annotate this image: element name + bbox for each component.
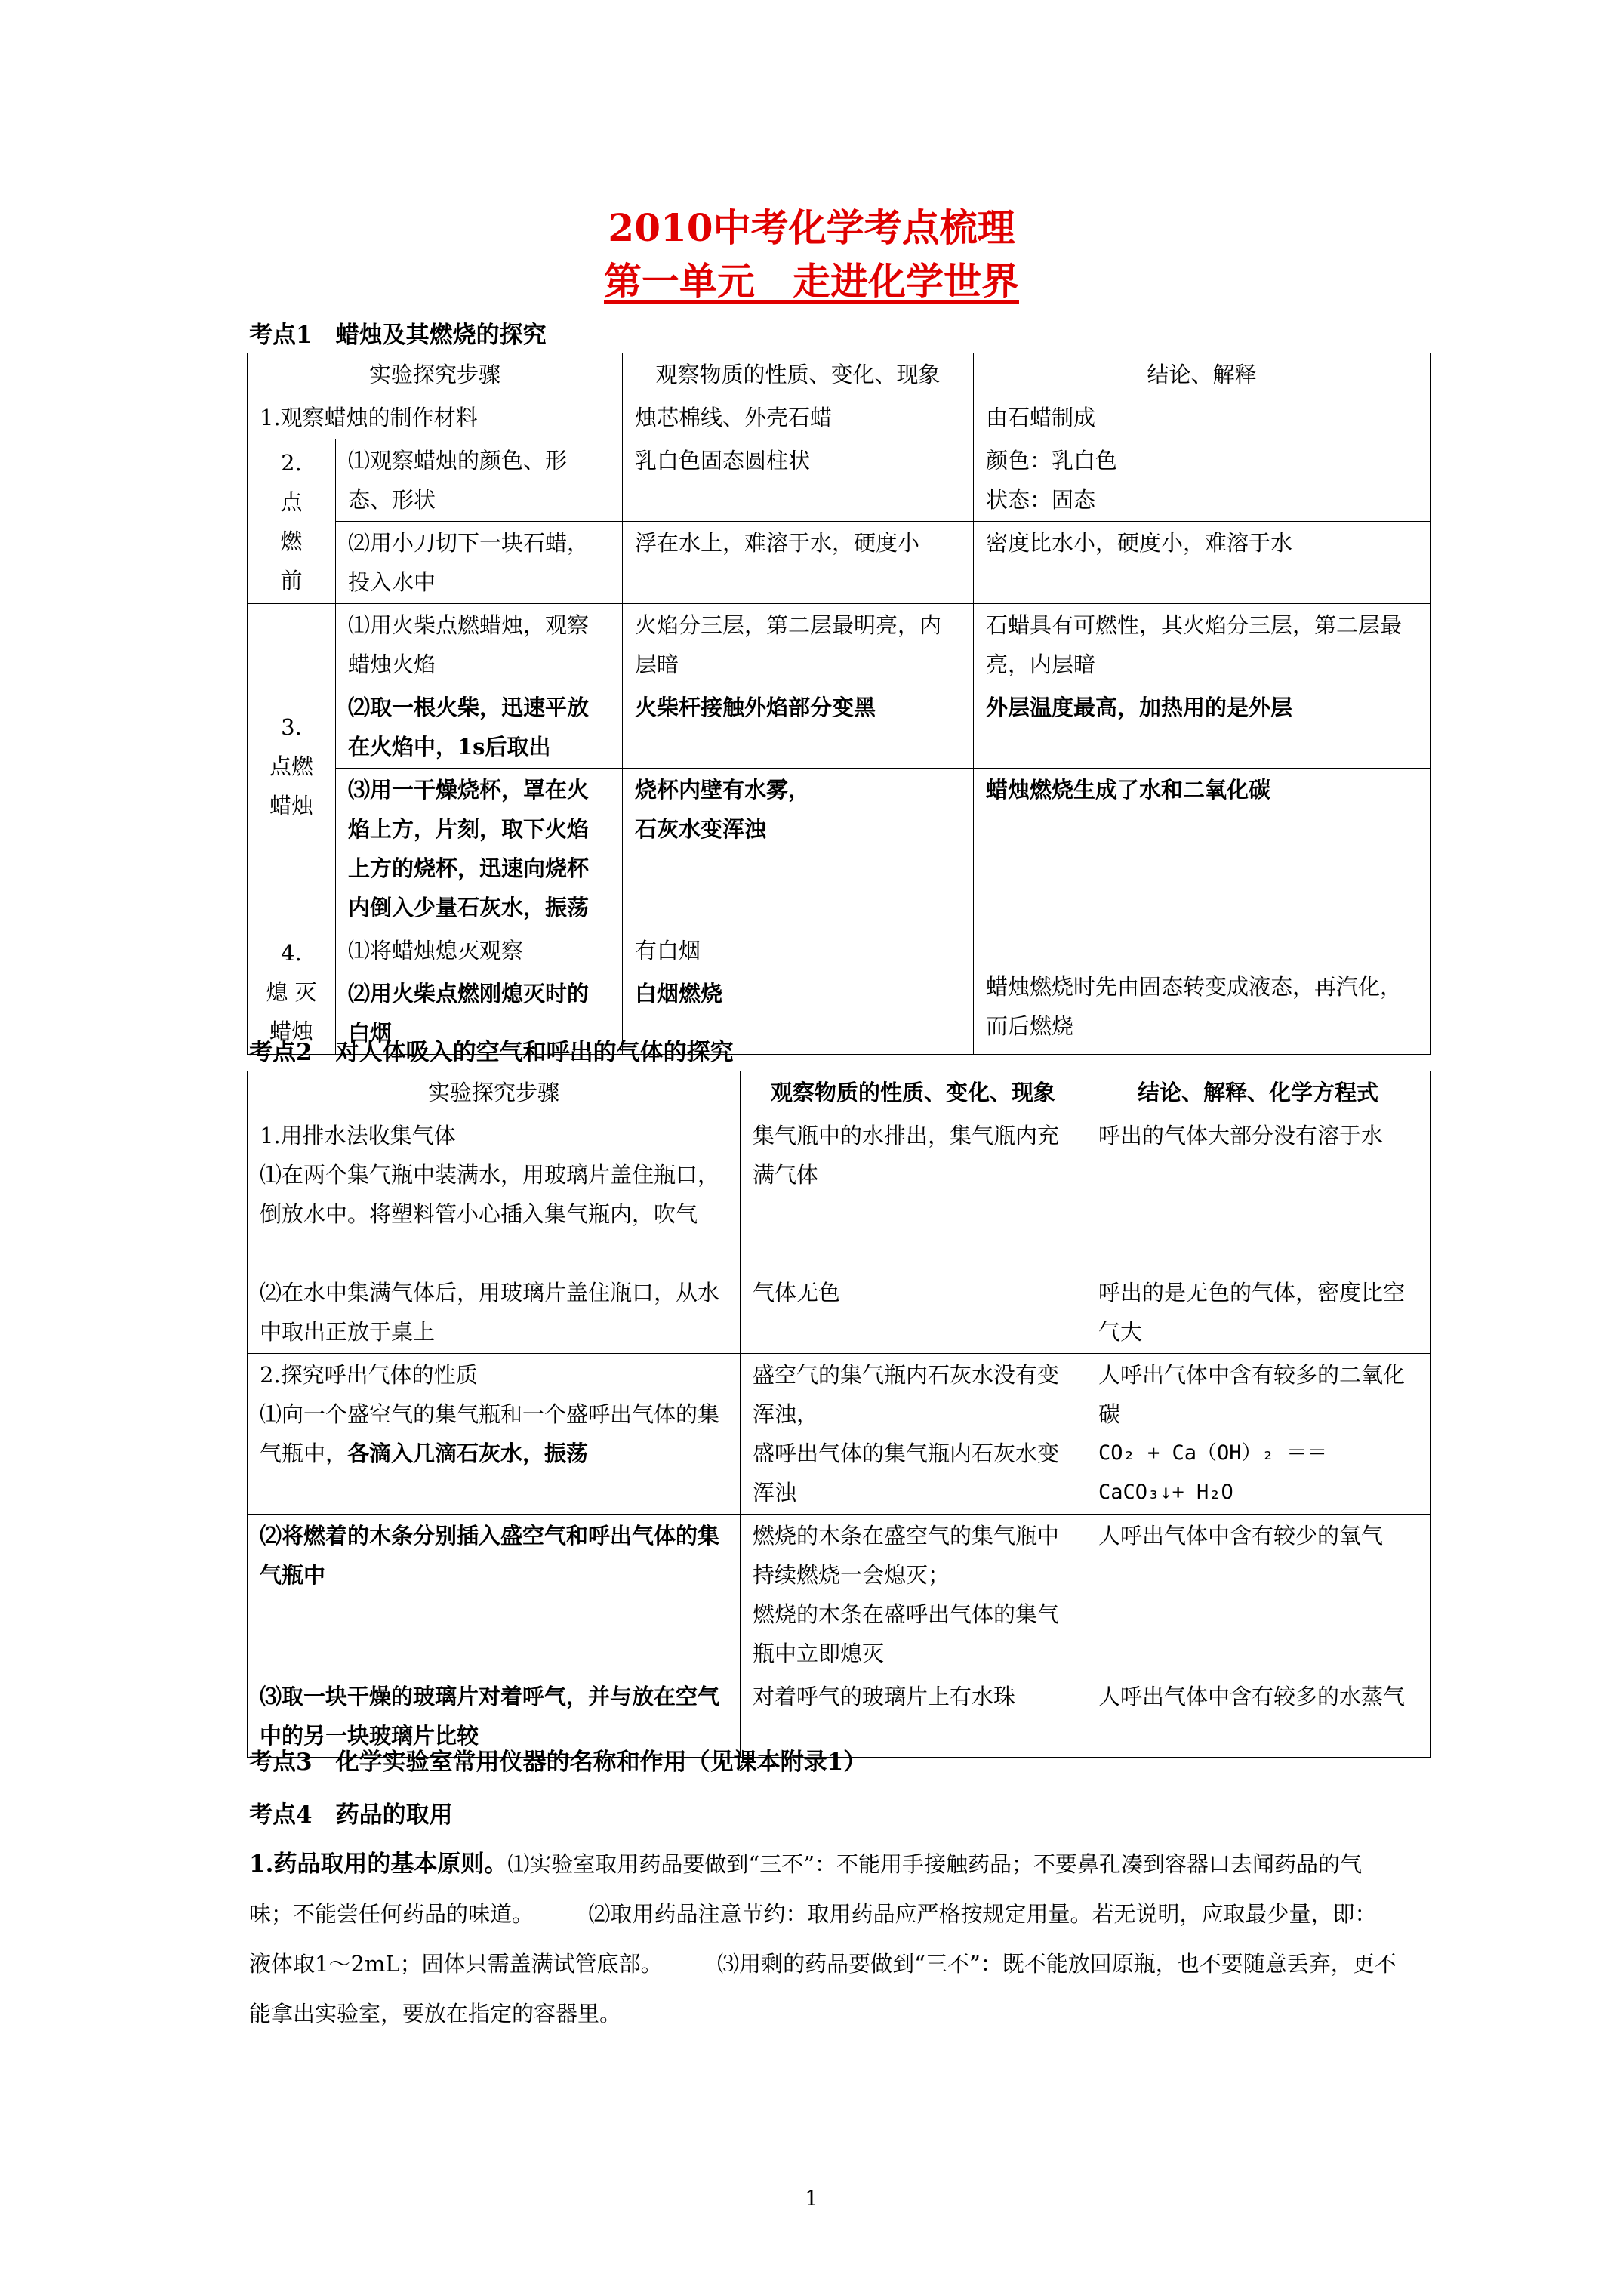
observation-cell: 浮在水上，难溶于水，硬度小 bbox=[623, 522, 974, 604]
observation-cell: 乳白色固态圆柱状 bbox=[623, 439, 974, 522]
table-row bbox=[248, 1354, 1431, 1515]
group-label-cell: 2. 点 燃 前 bbox=[248, 439, 336, 604]
conclusion-cell: 蜡烛燃烧时先由固态转变成液态，再汽化，而后燃烧 bbox=[974, 929, 1431, 1055]
conclusion-cell: 人呼出气体中含有较多的水蒸气 bbox=[1086, 1675, 1431, 1758]
kd2-table bbox=[247, 1071, 1431, 1758]
table-row bbox=[248, 1114, 1431, 1271]
column-header: 观察物质的性质、变化、现象 bbox=[741, 1071, 1086, 1114]
kd4-heading: 考点4 药品的取用 bbox=[249, 1801, 453, 1829]
step-cell: ⑴观察蜡烛的颜色、形态、形状 bbox=[336, 439, 623, 522]
observation-cell: 盛空气的集气瓶内石灰水没有变浑浊， 盛呼出气体的集气瓶内石灰水变浑浊 bbox=[741, 1354, 1086, 1515]
conclusion-cell bbox=[1086, 1354, 1431, 1515]
conclusion-cell: 石蜡具有可燃性，其火焰分三层，第二层最亮，内层暗 bbox=[974, 604, 1431, 686]
kd1-table bbox=[247, 353, 1431, 1055]
observation-cell: 气体无色 bbox=[741, 1271, 1086, 1354]
observation-cell: 火焰分三层，第二层最明亮，内层暗 bbox=[623, 604, 974, 686]
conclusion-cell: 由石蜡制成 bbox=[974, 396, 1431, 439]
column-header: 实验探究步骤 bbox=[248, 353, 623, 396]
conclusion-cell: 人呼出气体中含有较少的氧气 bbox=[1086, 1515, 1431, 1675]
step-cell bbox=[248, 1354, 741, 1515]
paragraph-body: ⑴实验室取用药品要做到“三不”：不能用手接触药品；不要鼻孔凑到容器口去闻药品的气味；不能尝任何药品的味道。 ⑵取用药品注意节约：取用药品应严格按规定用量。若无说明，应取最少量，即：液体取1～2mL；固体只需盖满试管底部。 ⑶用剩的药品要做到“三不”：既不能放回原瓶，也不要随意丢弃，更不能拿出实验室，要放在指定的容器里。 bbox=[249, 1851, 1397, 2026]
conclusion-cell: 呼出的是无色的气体，密度比空气大 bbox=[1086, 1271, 1431, 1354]
step-cell: ⑶取一块干燥的玻璃片对着呼气，并与放在空气中的另一块玻璃片比较 bbox=[248, 1675, 741, 1758]
table-row bbox=[248, 1515, 1431, 1675]
step-text: 2.探究呼出气体的性质 ⑴向一个盛空气的集气瓶和一个盛呼出气体的集气瓶中， bbox=[260, 1362, 720, 1466]
conclusion-cell: 密度比水小，硬度小，难溶于水 bbox=[974, 522, 1431, 604]
table-row bbox=[248, 604, 1431, 686]
observation-cell: 烛芯棉线、外壳石蜡 bbox=[623, 396, 974, 439]
column-header: 结论、解释、化学方程式 bbox=[1086, 1071, 1431, 1114]
table-row bbox=[248, 439, 1431, 522]
column-header: 实验探究步骤 bbox=[248, 1071, 741, 1114]
observation-cell: 燃烧的木条在盛空气的集气瓶中持续燃烧一会熄灭； 燃烧的木条在盛呼出气体的集气瓶中立即熄灭 bbox=[741, 1515, 1086, 1675]
unit-title: 第一单元 走进化学世界 bbox=[604, 259, 1019, 304]
observation-cell: 对着呼气的玻璃片上有水珠 bbox=[741, 1675, 1086, 1758]
step-cell: ⑵在水中集满气体后，用玻璃片盖住瓶口，从水中取出正放于桌上 bbox=[248, 1271, 741, 1354]
observation-cell: 有白烟 bbox=[623, 929, 974, 972]
kd2-heading: 考点2 对人体吸入的空气和呼出的气体的探究 bbox=[249, 1039, 734, 1066]
group-label-cell: 4. 熄 灭 蜡烛 bbox=[248, 929, 336, 1055]
conclusion-text: 人呼出气体中含有较多的二氧化碳 bbox=[1098, 1362, 1406, 1427]
equation-line: CO₂ + Ca（OH）₂ ＝＝ bbox=[1098, 1441, 1328, 1465]
conclusion-cell: 颜色：乳白色 状态：固态 bbox=[974, 439, 1431, 522]
step-cell: ⑵取一根火柴，迅速平放在火焰中，1s后取出 bbox=[336, 686, 623, 769]
table-header-row bbox=[248, 353, 1431, 396]
step-cell: ⑴用火柴点燃蜡烛，观察蜡烛火焰 bbox=[336, 604, 623, 686]
step-cell: ⑵将燃着的木条分别插入盛空气和呼出气体的集气瓶中 bbox=[248, 1515, 741, 1675]
table-row bbox=[248, 1271, 1431, 1354]
observation-cell: 集气瓶中的水排出，集气瓶内充满气体 bbox=[741, 1114, 1086, 1271]
kd4-paragraph bbox=[249, 1839, 1397, 2039]
paragraph-lead: 1.药品取用的基本原则。 bbox=[249, 1851, 508, 1878]
observation-cell: 烧杯内壁有水雾， 石灰水变浑浊 bbox=[623, 769, 974, 929]
page-number: 1 bbox=[805, 2186, 818, 2211]
column-header: 结论、解释 bbox=[974, 353, 1431, 396]
table-header-row bbox=[248, 1071, 1431, 1114]
step-cell: 1.观察蜡烛的制作材料 bbox=[248, 396, 623, 439]
group-label-cell: 3. 点燃 蜡烛 bbox=[248, 604, 336, 929]
conclusion-cell: 呼出的气体大部分没有溶于水 bbox=[1086, 1114, 1431, 1271]
column-header: 观察物质的性质、变化、现象 bbox=[623, 353, 974, 396]
step-cell: 1.用排水法收集气体 ⑴在两个集气瓶中装满水，用玻璃片盖住瓶口，倒放水中。将塑料管小心插入集气瓶内，吹气 bbox=[248, 1114, 741, 1271]
table-row bbox=[248, 686, 1431, 769]
kd3-heading: 考点3 化学实验室常用仪器的名称和作用（见课本附录1） bbox=[249, 1749, 867, 1776]
conclusion-cell: 蜡烛燃烧生成了水和二氧化碳 bbox=[974, 769, 1431, 929]
observation-cell: 火柴杆接触外焰部分变黑 bbox=[623, 686, 974, 769]
step-cell: ⑴将蜡烛熄灭观察 bbox=[336, 929, 623, 972]
document-title: 2010中考化学考点梳理 bbox=[608, 205, 1015, 250]
equation-line: CaCO₃↓+ H₂O bbox=[1098, 1481, 1233, 1504]
step-text-bold: 各滴入几滴石灰水，振荡 bbox=[347, 1441, 589, 1466]
table-row bbox=[248, 769, 1431, 929]
table-row bbox=[248, 522, 1431, 604]
step-cell: ⑵用火柴点燃刚熄灭时的白烟 bbox=[336, 972, 623, 1055]
kd1-heading: 考点1 蜡烛及其燃烧的探究 bbox=[249, 322, 547, 349]
step-cell: ⑵用小刀切下一块石蜡，投入水中 bbox=[336, 522, 623, 604]
observation-cell: 白烟燃烧 bbox=[623, 972, 974, 1055]
conclusion-cell: 外层温度最高，加热用的是外层 bbox=[974, 686, 1431, 769]
table-row bbox=[248, 929, 1431, 972]
table-row bbox=[248, 396, 1431, 439]
step-cell: ⑶用一干燥烧杯，罩在火焰上方，片刻，取下火焰上方的烧杯，迅速向烧杯内倒入少量石灰水，振荡 bbox=[336, 769, 623, 929]
